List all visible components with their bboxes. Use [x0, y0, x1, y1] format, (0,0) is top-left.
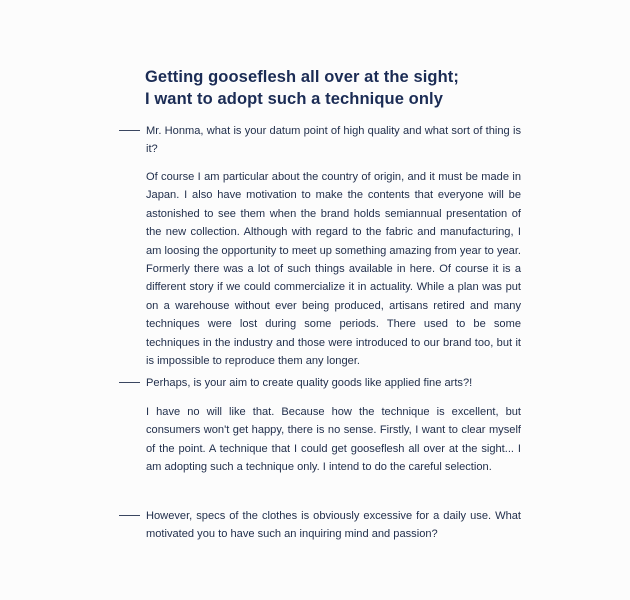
section-title-line-2: I want to adopt such a technique only: [145, 90, 443, 108]
interview-question: However, specs of the clothes is obviously excessive for a daily use. What motivated you to have such an inquiring mind and passion?: [146, 510, 521, 541]
interview-question: Perhaps, is your aim to create quality goods like applied fine arts?!: [146, 377, 473, 389]
question-dash-marker: [119, 130, 140, 131]
question-dash-marker: [119, 515, 140, 516]
interview-answer: I have no will like that. Because how the technique is excellent, but consumers won't get happy, there is no sense. Firstly, I want to clear myself of the point. A technique that I could get gooseflesh all over at the sight... I am adopting such a technique only. I intend to do the careful selection.: [146, 406, 521, 474]
section-title: [145, 66, 585, 110]
interview-answer: Of course I am particular about the country of origin, and it must be made in Japan. I also have motivation to make the contents that everyone will be astonished to see them when the brand holds semiannual presentation of the new collection. Although with regard to the fabric and manufacturing, I am loosing the opportunity to meet up something amazing from year to year. Formerly there was a lot of such things available in here. Of course it is a different story if we could commercialize it in actuality. While a plan was put on a warehouse without ever being produced, artisans retired and many techniques were lost during some periods. There used to be some techniques in the industry and those were introduced to our brand too, but it is impossible to reproduce them any longer.: [146, 171, 521, 368]
interview-question: Mr. Honma, what is your datum point of high quality and what sort of thing is it?: [146, 125, 521, 156]
question-dash-marker: [119, 382, 140, 383]
section-title-line-1: Getting gooseflesh all over at the sight;: [145, 68, 459, 86]
